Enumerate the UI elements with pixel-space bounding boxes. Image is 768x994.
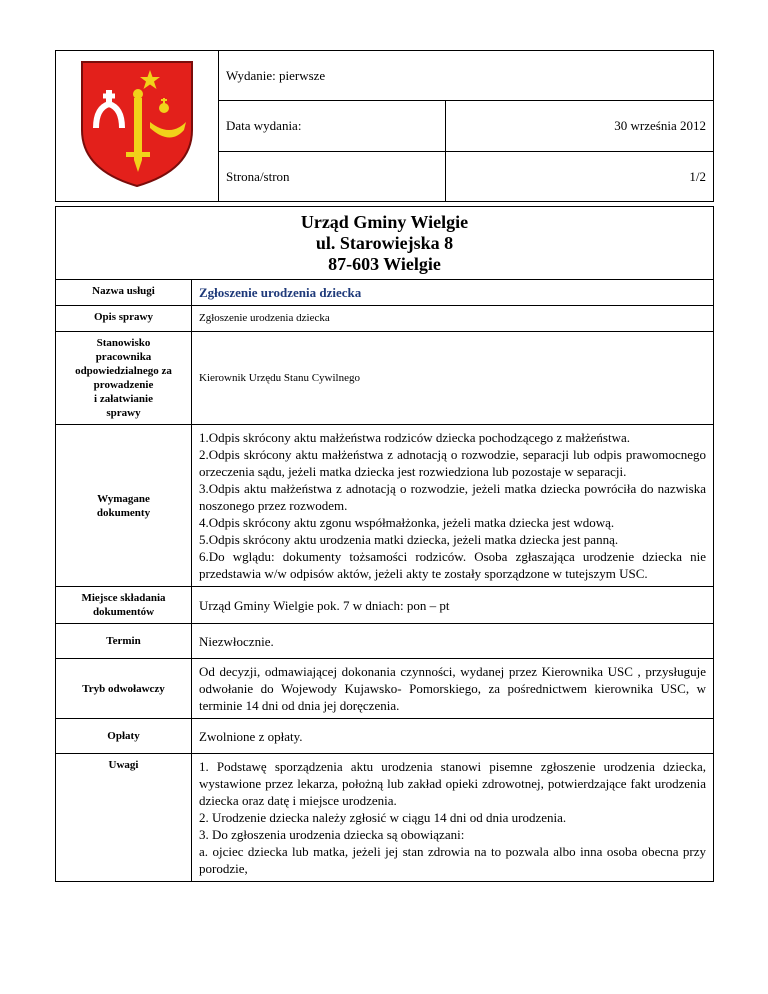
label-line: i załatwianie	[94, 393, 153, 405]
remark-item: a. ojciec dziecka lub matka, jeżeli jej stan zdrowia na to pozwala albo inna osoba obecna przy porodzie,	[199, 844, 706, 876]
office-name: Urząd Gminy Wielgie	[300, 212, 469, 232]
responsible-position-value: Kierownik Urzędu Stanu Cywilnego	[192, 332, 714, 425]
coat-of-arms-icon	[78, 60, 196, 188]
deadline-label: Termin	[56, 624, 192, 659]
fees-label: Opłaty	[56, 719, 192, 754]
remark-item: 2. Urodzenie dziecka należy zgłosić w ciągu 14 dni od dnia urodzenia.	[199, 810, 567, 825]
row-deadline	[56, 624, 714, 659]
deadline-value: Niezwłocznie.	[192, 624, 714, 659]
label-line: pracownika	[95, 351, 152, 363]
document-item: 1.Odpis skrócony aktu małżeństwa rodziców dziecka pochodzącego z małżeństwa.	[199, 430, 631, 445]
remarks-label: Uwagi	[56, 754, 192, 882]
required-documents-value	[192, 425, 714, 587]
label-line: Wymagane	[97, 492, 150, 505]
page-label-cell	[219, 152, 446, 202]
remarks-value	[192, 754, 714, 882]
remark-item: 3. Do zgłoszenia urodzenia dziecka są obowiązani:	[199, 827, 465, 842]
label-line: Stanowisko	[96, 337, 151, 349]
appeal-procedure-label: Tryb odwoławczy	[56, 659, 192, 719]
coat-of-arms-cell	[56, 51, 219, 202]
label-line: odpowiedzialnego za	[75, 365, 172, 377]
document-item: 4.Odpis skrócony aktu zgonu współmałżonka, jeżeli matka dziecka jest wdową.	[199, 515, 615, 530]
case-description-value: Zgłoszenie urodzenia dziecka	[192, 306, 714, 332]
document-item: 2.Odpis skrócony aktu małżeństwa z adnotacją o rozwodzie, separacji lub odpis prawomocnego orzeczenia sądu, jeżeli matka dziecka jest rozwiedziona lub pozostaje w separacji.	[199, 447, 706, 479]
date-value-cell	[446, 101, 714, 152]
document-item: 3.Odpis aktu małżeństwa z adnotacją o rozwodzie, jeżeli matka dziecka powróciła do nazwiska noszonego przez rozwodem.	[199, 481, 706, 513]
remark-item: 1. Podstawę sporządzenia aktu urodzenia stanowi pisemne zgłoszenie urodzenia dziecka, wystawione przez lekarza, położną lub zakład opieki zdrowotnej, potwierdzające fakt urodzenia dziecka oraz datę i miejsce urodzenia.	[199, 759, 706, 808]
document-header	[55, 50, 714, 202]
appeal-procedure-value: Od decyzji, odmawiającej dokonania czynności, wydanej przez Kierownika USC , przysługuje odwołanie do Wojewody Kujawsko- Pomorskiego, za pośrednictwem kierownika USC, w terminie 14 dni od dnia jej doręczenia.	[192, 659, 714, 719]
row-case-description	[56, 306, 714, 332]
row-submission-place	[56, 587, 714, 624]
fees-value: Zwolnione z opłaty.	[192, 719, 714, 754]
row-appeal-procedure	[56, 659, 714, 719]
label-line: dokumenty	[96, 506, 151, 519]
page-label: Strona/stron	[226, 168, 290, 184]
date-label: Data wydania:	[226, 118, 302, 133]
required-documents-label	[56, 425, 192, 587]
label-line: dokumentów	[92, 606, 155, 618]
row-service-name	[56, 280, 714, 306]
document-item: 6.Do wglądu: dokumenty tożsamości rodziców. Osoba zgłaszająca urodzenie dziecka nie przedstawia w/w odpisów aktów, jeżeli akty te zostały sporządzone w tutejszym USC.	[199, 549, 706, 581]
row-fees	[56, 719, 714, 754]
submission-place-value: Urząd Gminy Wielgie pok. 7 w dniach: pon – pt	[192, 587, 714, 624]
submission-place-label	[56, 587, 192, 624]
office-street: ul. Starowiejska 8	[315, 233, 454, 253]
service-name-value: Zgłoszenie urodzenia dziecka	[192, 280, 714, 306]
row-required-documents	[56, 425, 714, 587]
case-description-label: Opis sprawy	[56, 306, 192, 332]
label-line: prowadzenie	[93, 379, 154, 391]
edition-cell	[219, 51, 714, 101]
responsible-position-label	[56, 332, 192, 425]
date-label-cell	[219, 101, 446, 152]
label-line: sprawy	[106, 407, 141, 419]
page-value-cell	[446, 152, 714, 202]
service-card-table	[55, 206, 714, 882]
row-remarks	[56, 754, 714, 882]
document-item: 5.Odpis skrócony aktu urodzenia matki dziecka, jeżeli matka dziecka jest panną.	[199, 532, 619, 547]
page-value: 1/2	[689, 168, 706, 184]
edition-text: Wydanie: pierwsze	[226, 67, 326, 83]
label-line: Miejsce składania	[81, 592, 166, 604]
date-value: 30 września 2012	[614, 118, 706, 133]
office-title	[56, 207, 714, 280]
service-name-label: Nazwa usługi	[56, 280, 192, 306]
row-responsible-position	[56, 332, 714, 425]
office-postal: 87-603 Wielgie	[328, 254, 441, 274]
